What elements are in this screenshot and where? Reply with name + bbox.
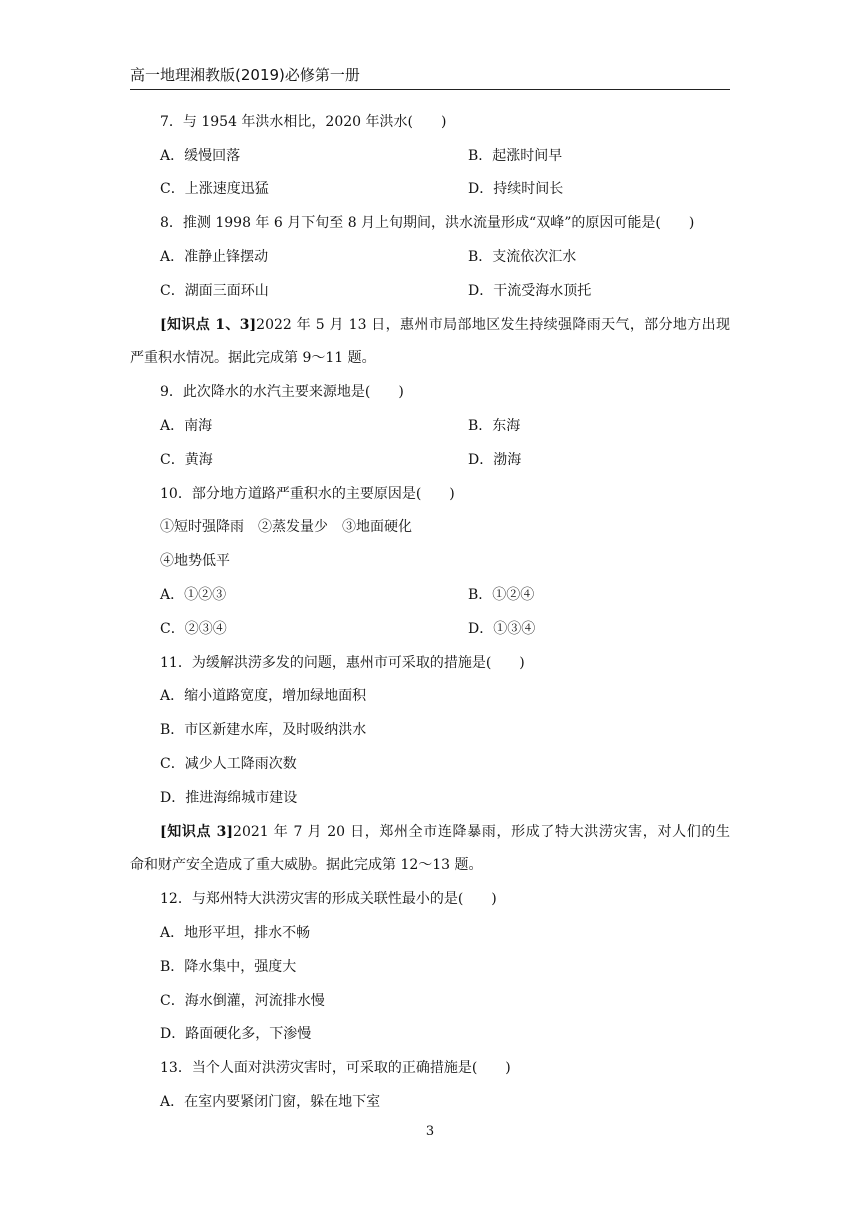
question-9-stem: 9．此次降水的水汽主要来源地是( ) [160, 384, 404, 400]
question-10-statements-1: ①短时强降雨 ②蒸发量少 ③地面硬化 [160, 519, 412, 535]
knowledge-tag: [知识点 3] [160, 824, 234, 840]
question-10-stem: 10．部分地方道路严重积水的主要原因是( ) [160, 486, 455, 502]
question-10-option-b: B．①②④ [468, 587, 535, 603]
question-8-option-d: D．干流受海水顶托 [468, 283, 592, 299]
knowledge-tag: [知识点 1、3] [160, 317, 257, 333]
passage-2-line-2: 命和财产安全造成了重大威胁。据此完成第 12～13 题。 [130, 857, 483, 873]
question-13-stem: 13．当个人面对洪涝灾害时，可采取的正确措施是( ) [160, 1060, 511, 1076]
header-divider [130, 89, 730, 90]
question-7-stem: 7．与 1954 年洪水相比，2020 年洪水( ) [160, 114, 447, 130]
question-13-option-a: A．在室内要紧闭门窗，躲在地下室 [160, 1094, 381, 1110]
question-12-option-c: C．海水倒灌，河流排水慢 [160, 993, 325, 1009]
passage-2-line-1: [知识点 3]2021 年 7 月 20 日，郑州全市连降暴雨，形成了特大洪涝灾害，对人们的生 [160, 824, 730, 840]
question-8-stem: 8．推测 1998 年 6 月下旬至 8 月上旬期间，洪水流量形成“双峰”的原因可能是( ) [160, 215, 695, 231]
question-11-option-c: C．减少人工降雨次数 [160, 756, 297, 772]
page-header: 高一地理湘教版(2019)必修第一册 [130, 66, 360, 84]
question-7-option-c: C．上涨速度迅猛 [160, 181, 269, 197]
question-7-option-b: B．起涨时间早 [468, 148, 563, 164]
question-10-option-c: C．②③④ [160, 621, 227, 637]
question-11-stem: 11．为缓解洪涝多发的问题，惠州市可采取的措施是( ) [160, 655, 525, 671]
passage-1-line-2: 严重积水情况。据此完成第 9～11 题。 [130, 350, 376, 366]
question-12-option-d: D．路面硬化多，下渗慢 [160, 1026, 312, 1042]
question-11-option-a: A．缩小道路宽度，增加绿地面积 [160, 688, 367, 704]
question-12-option-b: B．降水集中，强度大 [160, 959, 297, 975]
question-7-option-a: A．缓慢回落 [160, 148, 241, 164]
question-9-option-c: C．黄海 [160, 452, 213, 468]
question-10-option-d: D．①③④ [468, 621, 536, 637]
question-12-stem: 12．与郑州特大洪涝灾害的形成关联性最小的是( ) [160, 891, 497, 907]
question-8-option-b: B．支流依次汇水 [468, 249, 577, 265]
question-9-option-b: B．东海 [468, 418, 521, 434]
question-8-option-a: A．准静止锋摆动 [160, 249, 269, 265]
question-11-option-b: B．市区新建水库，及时吸纳洪水 [160, 722, 367, 738]
passage-1-line-1: [知识点 1、3]2022 年 5 月 13 日，惠州市局部地区发生持续强降雨天气，部分地方出现 [160, 317, 730, 333]
question-10-statements-2: ④地势低平 [160, 553, 230, 569]
question-8-option-c: C．湖面三面环山 [160, 283, 269, 299]
question-9-option-d: D．渤海 [468, 452, 522, 468]
question-12-option-a: A．地形平坦，排水不畅 [160, 925, 311, 941]
question-10-option-a: A．①②③ [160, 587, 227, 603]
question-7-option-d: D．持续时间长 [468, 181, 564, 197]
page-number: 3 [425, 1124, 435, 1139]
question-11-option-d: D．推进海绵城市建设 [160, 790, 298, 806]
question-9-option-a: A．南海 [160, 418, 213, 434]
